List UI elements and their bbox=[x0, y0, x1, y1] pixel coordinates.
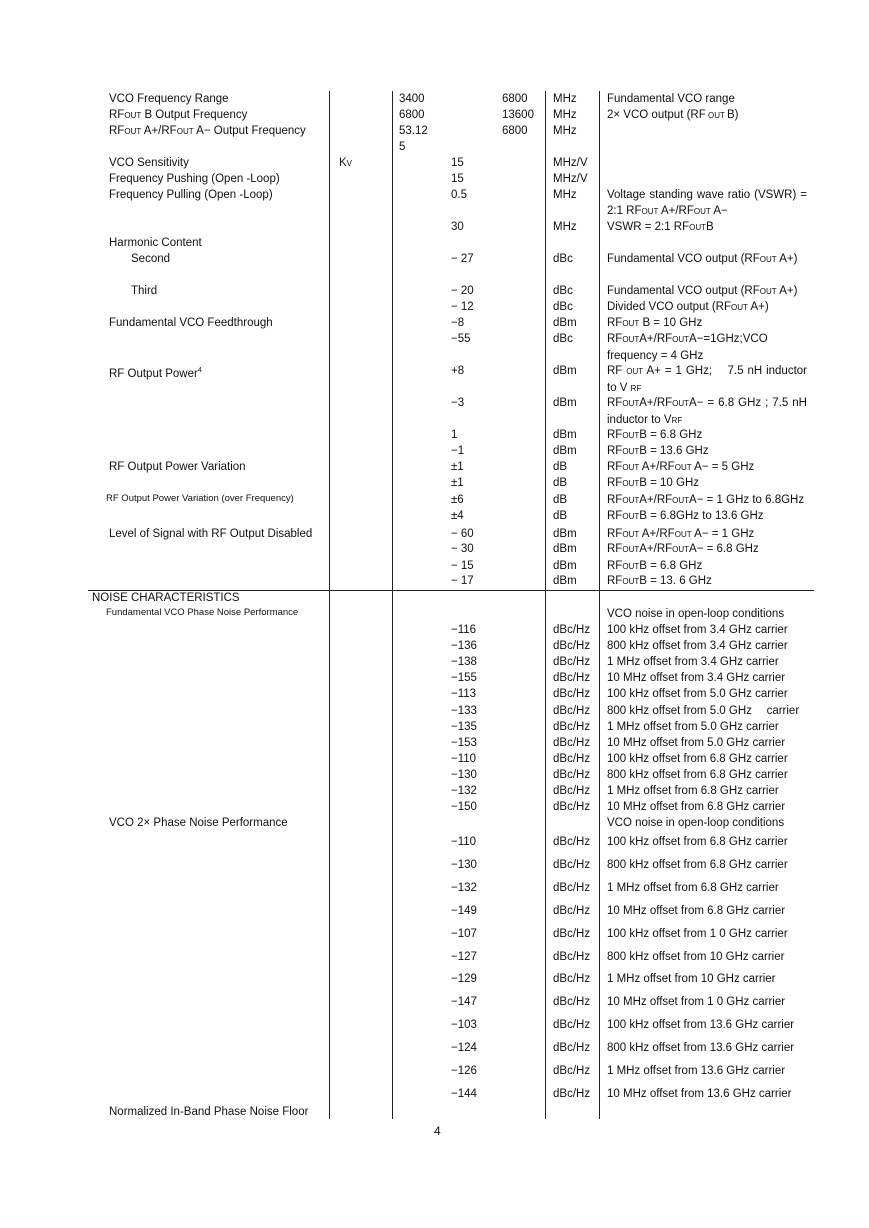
noise-cond: 800 kHz offset from 3.4 GHz carrier bbox=[607, 640, 788, 653]
value-unit: dBm bbox=[553, 445, 577, 457]
noise-typ: −129 bbox=[451, 973, 477, 986]
noise-cond: 10 MHz offset from 6.8 GHz carrier bbox=[607, 801, 786, 814]
value-unit: MHz/V bbox=[553, 157, 588, 169]
noise-unit: dBc/Hz bbox=[553, 801, 591, 814]
value-unit: dB bbox=[553, 494, 568, 506]
noise-typ: −149 bbox=[451, 904, 477, 917]
value-condition: RFOUTB = 6.8 GHz bbox=[607, 560, 703, 572]
value-unit: dBm bbox=[553, 528, 577, 540]
noise-cond: 10 MHz offset from 1 0 GHz carrier bbox=[607, 996, 786, 1009]
value-min: 53.12 bbox=[399, 125, 428, 137]
value-typ: ±4 bbox=[451, 510, 464, 522]
noise-cond: 1 MHz offset from 10 GHz carrier bbox=[607, 973, 776, 986]
value-typ: 1 bbox=[451, 429, 458, 441]
noise-typ: −127 bbox=[451, 950, 477, 963]
param-harmonic-content: Harmonic Content bbox=[109, 237, 202, 249]
noise-cond: 1 MHz offset from 6.8 GHz carrier bbox=[607, 881, 779, 894]
noise-cond: 10 MHz offset from 6.8 GHz carrier bbox=[607, 904, 786, 917]
param-rf-output-power: RF Output Power$^4$ bbox=[109, 367, 202, 380]
noise-typ: −110 bbox=[451, 836, 477, 848]
param-fundamental-phase-noise: Fundamental VCO Phase Noise Performance bbox=[106, 607, 299, 618]
page-number: 4 bbox=[434, 1124, 441, 1138]
value-unit: dBm bbox=[553, 543, 577, 555]
noise-cond: 10 MHz offset from 5.0 GHz carrier bbox=[607, 736, 786, 749]
noise-unit: dBc/Hz bbox=[553, 950, 591, 963]
noise-unit: dBc/Hz bbox=[553, 858, 591, 871]
noise-typ: −124 bbox=[451, 1042, 477, 1055]
value-typ: −8 bbox=[451, 317, 465, 329]
section-noise-characteristics: NOISE CHARACTERISTICS bbox=[92, 592, 240, 604]
value-max: 6800 bbox=[502, 125, 528, 137]
noise-typ: −136 bbox=[451, 640, 477, 653]
noise-typ: −147 bbox=[451, 996, 477, 1009]
value-unit: dBc bbox=[553, 253, 573, 265]
noise-cond: 1 MHz offset from 13.6 GHz carrier bbox=[607, 1065, 786, 1077]
param-frequency-pushing: Frequency Pushing (Open -Loop) bbox=[109, 173, 280, 185]
value-unit: dBc bbox=[553, 285, 573, 297]
value-max: 6800 bbox=[502, 93, 528, 105]
noise-cond: 1 MHz offset from 6.8 GHz carrier bbox=[607, 785, 779, 797]
noise-unit: dBc/Hz bbox=[553, 1065, 591, 1077]
noise-typ: −126 bbox=[451, 1065, 477, 1077]
noise-cond: 100 kHz offset from 13.6 GHz carrier bbox=[607, 1019, 795, 1032]
noise-unit: dBc/Hz bbox=[553, 688, 591, 701]
value-typ: ±1 bbox=[451, 461, 464, 473]
value-condition: RFOUTB = 6.8 GHz bbox=[607, 429, 703, 441]
value-min: 3400 bbox=[399, 93, 425, 105]
noise-typ: −130 bbox=[451, 768, 477, 781]
param-rf-output-power-variation-freq: RF Output Power Variation (over Frequency) bbox=[106, 493, 294, 504]
noise-unit: dBc/Hz bbox=[553, 752, 591, 765]
noise-cond: 10 MHz offset from 3.4 GHz carrier bbox=[607, 672, 786, 685]
value-unit: MHz bbox=[553, 221, 577, 233]
value-condition: RFOUTA+/RFOUTA− = 6.8 GHz ; 7.5 nH inductor to VRF bbox=[607, 397, 807, 426]
noise-unit: dBc/Hz bbox=[553, 927, 591, 940]
value-typ: −55 bbox=[451, 333, 471, 345]
noise-cond: 10 MHz offset from 13.6 GHz carrier bbox=[607, 1087, 792, 1100]
value-condition: RFOUTA+/RFOUTA−=1GHz;VCO frequency = 4 GHz bbox=[607, 333, 768, 362]
noise-cond: 100 kHz offset from 1 0 GHz carrier bbox=[607, 927, 788, 940]
value-typ: ±6 bbox=[451, 494, 464, 506]
value-condition: RFOUT A+/RFOUT A− = 5 GHz bbox=[607, 461, 755, 473]
noise-typ: −135 bbox=[451, 720, 477, 733]
value-typ: − 12 bbox=[451, 301, 474, 313]
value-typ: 15 bbox=[451, 173, 464, 185]
param-frequency-pulling: Frequency Pulling (Open -Loop) bbox=[109, 189, 273, 201]
value-unit: dB bbox=[553, 461, 568, 473]
noise-cond: 100 kHz offset from 3.4 GHz carrier bbox=[607, 624, 788, 636]
value-typ: −1 bbox=[451, 445, 465, 457]
value-condition: RFOUTB = 10 GHz bbox=[607, 477, 699, 489]
param-vco-frequency-range: VCO Frequency Range bbox=[109, 93, 229, 105]
param-rfoutb-output-frequency: RFOUT B Output Frequency bbox=[109, 109, 248, 121]
noise-typ: −150 bbox=[451, 801, 477, 814]
noise-cond: 1 MHz offset from 5.0 GHz carrier bbox=[607, 720, 779, 733]
noise-unit: dBc/Hz bbox=[553, 1019, 591, 1032]
noise-typ: −130 bbox=[451, 858, 477, 871]
noise-typ: −133 bbox=[451, 704, 477, 717]
column-rule-symbol bbox=[392, 91, 393, 1119]
param-rf-output-power-variation: RF Output Power Variation bbox=[109, 461, 246, 473]
vco2x-noise-condition: VCO noise in open-loop conditions bbox=[607, 817, 785, 829]
noise-cond: 100 kHz offset from 6.8 GHz carrier bbox=[607, 752, 788, 765]
value-condition: RFOUTA+/RFOUTA− = 1 GHz to 6.8GHz bbox=[607, 494, 805, 506]
param-level-rf-disabled: Level of Signal with RF Output Disabled bbox=[109, 528, 313, 540]
param-vco-sensitivity: VCO Sensitivity bbox=[109, 157, 189, 169]
noise-typ: −113 bbox=[451, 688, 477, 701]
noise-typ: −107 bbox=[451, 927, 477, 940]
noise-unit: dBc/Hz bbox=[553, 1087, 591, 1100]
noise-cond: 800 kHz offset from 10 GHz carrier bbox=[607, 950, 785, 963]
noise-unit: dBc/Hz bbox=[553, 736, 591, 749]
value-min-wrap: 5 bbox=[399, 141, 406, 153]
value-typ: − 27 bbox=[451, 253, 474, 265]
noise-typ: −116 bbox=[451, 624, 477, 636]
value-unit: dBm bbox=[553, 560, 577, 572]
noise-cond: 1 MHz offset from 3.4 GHz carrier bbox=[607, 656, 779, 669]
noise-cond: 800 kHz offset from 6.8 GHz carrier bbox=[607, 768, 788, 781]
noise-cond: 800 kHz offset from 5.0 GHz carrier bbox=[607, 704, 800, 717]
column-rule-unit bbox=[599, 91, 600, 1119]
value-unit: dBc bbox=[553, 333, 573, 345]
value-condition: Fundamental VCO output (RFOUT A+) bbox=[607, 285, 798, 297]
value-condition: RFOUTB = 13.6 GHz bbox=[607, 445, 709, 457]
noise-typ: −110 bbox=[451, 752, 477, 765]
value-unit: dBm bbox=[553, 429, 577, 441]
noise-typ: −138 bbox=[451, 656, 477, 669]
fund-noise-condition: VCO noise in open-loop conditions bbox=[607, 608, 785, 620]
column-rule-values bbox=[545, 91, 546, 1119]
noise-unit: dBc/Hz bbox=[553, 973, 591, 986]
value-condition: RFOUTB = 13. 6 GHz bbox=[607, 575, 712, 587]
value-condition: Voltage standing wave ratio (VSWR) = 2:1 RFOUT A+/RFOUT A− bbox=[607, 189, 807, 217]
value-condition: Fundamental VCO range bbox=[607, 93, 735, 105]
param-normalized-inband-noise: Normalized In-Band Phase Noise Floor bbox=[109, 1106, 309, 1118]
noise-cond: 800 kHz offset from 6.8 GHz carrier bbox=[607, 858, 788, 871]
value-condition: RF OUT A+ = 1 GHz; 7.5 nH inductor to V RF bbox=[607, 365, 808, 394]
noise-typ: −103 bbox=[451, 1019, 477, 1032]
value-typ: − 20 bbox=[451, 285, 474, 297]
value-typ: ±1 bbox=[451, 477, 464, 489]
noise-unit: dBc/Hz bbox=[553, 904, 591, 917]
param-fundamental-feedthrough: Fundamental VCO Feedthrough bbox=[109, 317, 273, 329]
value-unit: dBm bbox=[553, 365, 577, 377]
value-typ: 0.5 bbox=[451, 189, 467, 201]
value-unit: dB bbox=[553, 510, 568, 522]
noise-unit: dBc/Hz bbox=[553, 768, 591, 781]
noise-unit: dBc/Hz bbox=[553, 1042, 591, 1055]
value-unit: MHz bbox=[553, 93, 577, 105]
value-typ: +8 bbox=[451, 365, 465, 377]
value-typ: 15 bbox=[451, 157, 464, 169]
noise-unit: dBc/Hz bbox=[553, 720, 591, 733]
value-min: 6800 bbox=[399, 109, 425, 121]
noise-typ: −155 bbox=[451, 672, 477, 685]
value-condition: VSWR = 2:1 RFOUTB bbox=[607, 221, 714, 233]
symbol-kv: KV bbox=[339, 157, 353, 169]
noise-typ: −144 bbox=[451, 1087, 477, 1100]
value-unit: dBm bbox=[553, 317, 577, 329]
param-vco2x-phase-noise: VCO 2× Phase Noise Performance bbox=[109, 817, 288, 829]
value-typ: 30 bbox=[451, 221, 464, 233]
value-unit: dBc bbox=[553, 301, 573, 313]
value-unit: dBm bbox=[553, 397, 577, 409]
noise-cond: 100 kHz offset from 5.0 GHz carrier bbox=[607, 688, 788, 701]
noise-cond: 800 kHz offset from 13.6 GHz carrier bbox=[607, 1042, 795, 1055]
value-unit: MHz bbox=[553, 125, 577, 137]
noise-unit: dBc/Hz bbox=[553, 881, 591, 894]
value-condition: RFOUT A+/RFOUT A− = 1 GHz bbox=[607, 528, 755, 540]
noise-typ: −132 bbox=[451, 785, 477, 797]
noise-unit: dBc/Hz bbox=[553, 672, 591, 685]
noise-unit: dBc/Hz bbox=[553, 836, 591, 848]
value-unit: MHz/V bbox=[553, 173, 588, 185]
param-third-harmonic: Third bbox=[131, 285, 158, 297]
param-rfoutab-output-frequency: RFOUT A+/RFOUT A− Output Frequency bbox=[109, 125, 306, 137]
noise-cond: 100 kHz offset from 6.8 GHz carrier bbox=[607, 836, 788, 848]
param-second-harmonic: Second bbox=[131, 253, 171, 265]
noise-unit: dBc/Hz bbox=[553, 656, 591, 669]
value-typ: − 60 bbox=[451, 528, 474, 540]
noise-unit: dBc/Hz bbox=[553, 640, 591, 653]
value-condition: RFOUT B = 10 GHz bbox=[607, 317, 703, 329]
noise-unit: dBc/Hz bbox=[553, 996, 591, 1009]
column-rule-param bbox=[329, 91, 330, 1119]
value-typ: −3 bbox=[451, 397, 465, 409]
value-typ: − 17 bbox=[451, 575, 474, 587]
value-typ: − 30 bbox=[451, 543, 474, 555]
value-max: 13600 bbox=[502, 109, 534, 121]
value-condition: RFOUTA+/RFOUTA− = 6.8 GHz bbox=[607, 543, 759, 555]
value-condition: RFOUTB = 6.8GHz to 13.6 GHz bbox=[607, 510, 764, 522]
noise-unit: dBc/Hz bbox=[553, 624, 591, 636]
noise-unit: dBc/Hz bbox=[553, 785, 591, 797]
noise-unit: dBc/Hz bbox=[553, 704, 591, 717]
noise-typ: −153 bbox=[451, 736, 477, 749]
value-unit: dBm bbox=[553, 575, 577, 587]
value-unit: dB bbox=[553, 477, 568, 489]
value-unit: MHz bbox=[553, 109, 577, 121]
value-condition: Fundamental VCO output (RFOUT A+) bbox=[607, 253, 798, 265]
value-unit: MHz bbox=[553, 189, 577, 201]
value-typ: − 15 bbox=[451, 560, 474, 572]
value-condition: 2× VCO output (RF OUT B) bbox=[607, 109, 739, 121]
noise-typ: −132 bbox=[451, 881, 477, 894]
value-condition: Divided VCO output (RFOUT A+) bbox=[607, 301, 769, 313]
